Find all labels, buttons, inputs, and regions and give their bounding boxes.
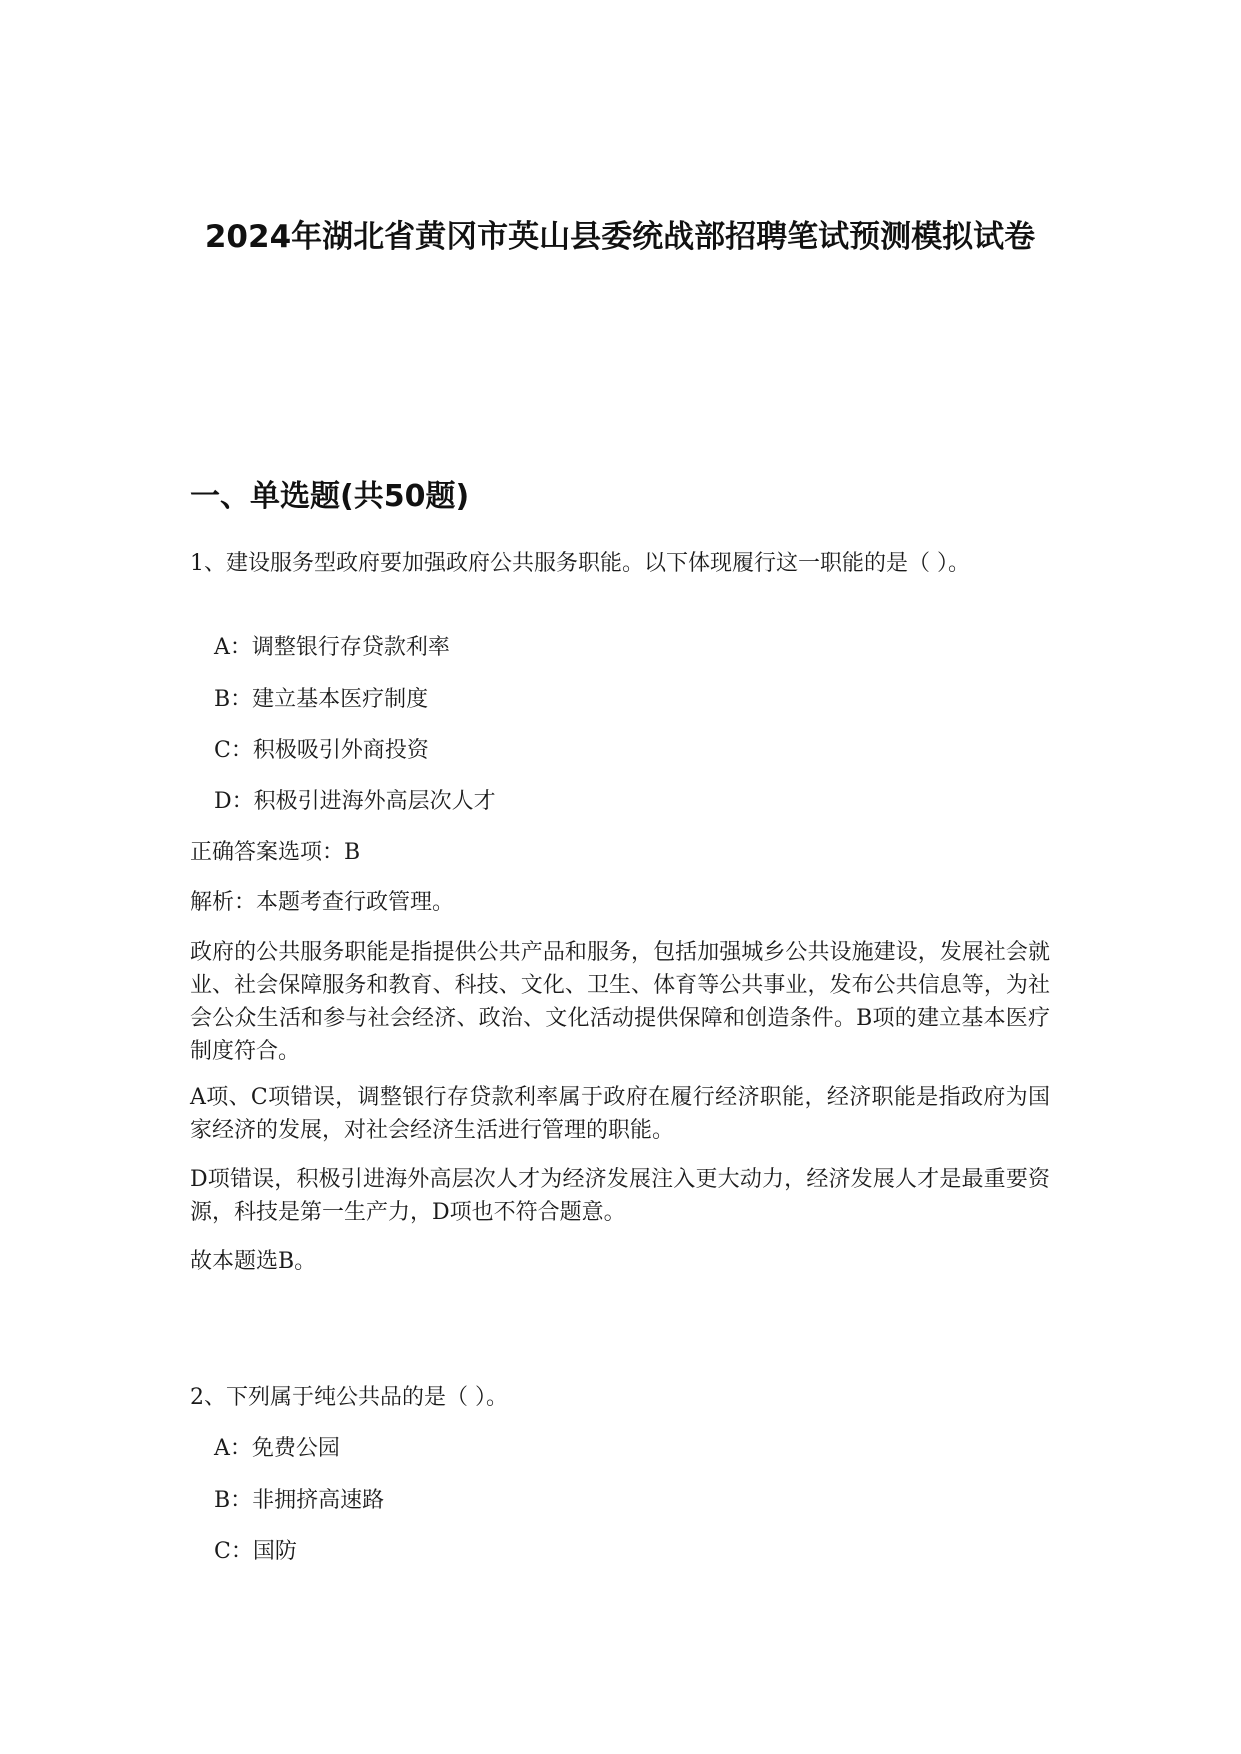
section-heading: 一、单选题(共50题) (190, 479, 470, 514)
analysis-paragraph: 政府的公共服务职能是指提供公共产品和服务，包括加强城乡公共设施建设，发展社会就业、社会保障服务和教育、科技、文化、卫生、体育等公共事业，发布公共信息等，为社会公众生活和参与社会经济、政治、文化活动提供保障和创造条件。B项的建立基本医疗制度符合。 (190, 940, 1050, 1064)
question-stem: 2、下列属于纯公共品的是（ ）。 (190, 1385, 508, 1410)
analysis-conclusion: 故本题选B。 (190, 1249, 317, 1274)
question-option-a: A：免费公园 (214, 1436, 340, 1461)
question-option-a: A：调整银行存贷款利率 (214, 635, 450, 660)
question-option-b: B：非拥挤高速路 (214, 1488, 385, 1513)
question-option-b: B：建立基本医疗制度 (214, 687, 429, 712)
document-title: 2024年湖北省黄冈市英山县委统战部招聘笔试预测模拟试卷 (204, 219, 1036, 255)
question-option-c: C：国防 (214, 1539, 297, 1564)
correct-answer: 正确答案选项：B (190, 840, 361, 865)
question-option-c: C：积极吸引外商投资 (214, 738, 429, 763)
question-stem: 1、建设服务型政府要加强政府公共服务职能。以下体现履行这一职能的是（ ）。 (190, 551, 970, 576)
question-option-d: D：积极引进海外高层次人才 (214, 789, 496, 814)
analysis-paragraph: D项错误，积极引进海外高层次人才为经济发展注入更大动力，经济发展人才是最重要资源，科技是第一生产力，D项也不符合题意。 (190, 1167, 1050, 1225)
analysis-intro: 解析：本题考查行政管理。 (190, 890, 455, 915)
analysis-paragraph: A项、C项错误，调整银行存贷款利率属于政府在履行经济职能，经济职能是指政府为国家经济的发展，对社会经济生活进行管理的职能。 (190, 1085, 1050, 1143)
